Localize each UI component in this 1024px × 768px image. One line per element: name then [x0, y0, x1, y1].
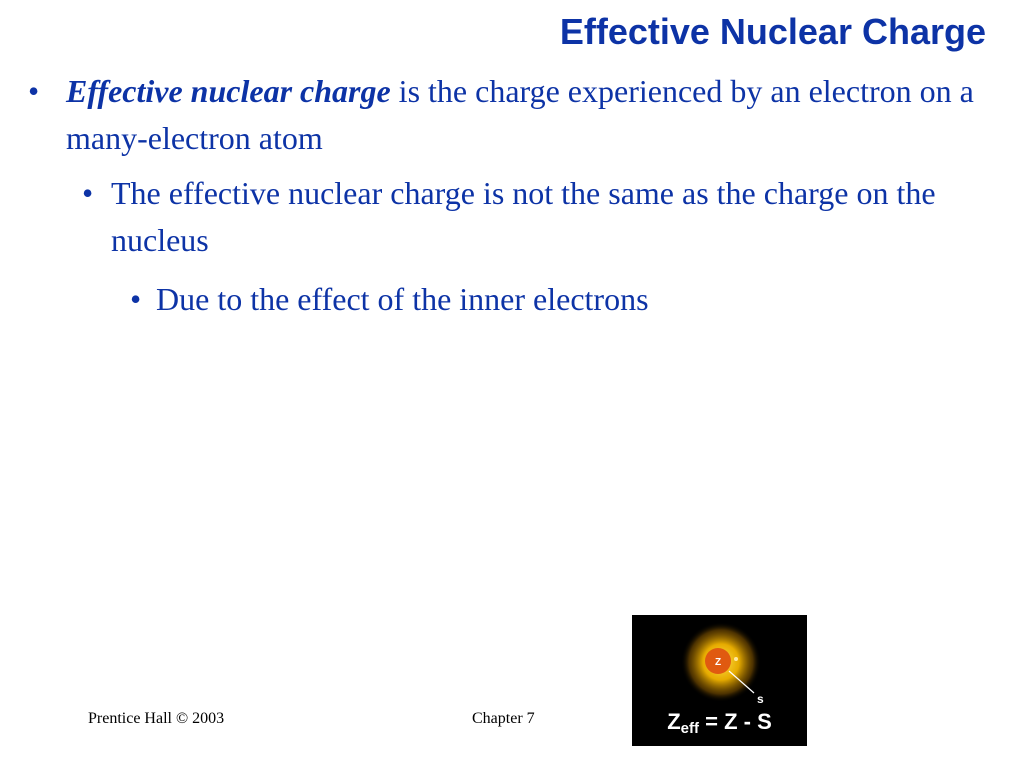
- bullet-level-1: [28, 68, 996, 162]
- bullet-text: Due to the effect of the inner electrons: [156, 281, 649, 317]
- nucleus-label: Z: [714, 657, 722, 668]
- slide-title: Effective Nuclear Charge: [559, 11, 986, 52]
- bullet-text: The effective nuclear charge is not the same as the charge on the nucleus: [111, 175, 936, 258]
- bullet-term: Effective nuclear charge: [66, 73, 391, 109]
- bullet-text: is the charge experienced by an electron on a many-electron atom: [66, 73, 974, 156]
- bullet-dot: •: [28, 73, 40, 109]
- electron-dot: [734, 657, 738, 661]
- bullet-dot: •: [130, 281, 142, 317]
- shielding-label: s: [757, 692, 764, 706]
- zeff-figure: [632, 615, 807, 746]
- bullet-dot: •: [82, 175, 94, 211]
- formula-subscript: eff: [680, 720, 700, 737]
- footer-chapter: Chapter 7: [472, 710, 535, 727]
- formula-lhs: Z: [667, 709, 681, 734]
- bullet-level-2: [82, 170, 991, 264]
- formula-rhs: = Z - S: [699, 709, 772, 734]
- zeff-formula: [632, 709, 807, 735]
- bullet-level-3: [130, 276, 976, 323]
- footer-copyright: Prentice Hall © 2003: [88, 710, 225, 727]
